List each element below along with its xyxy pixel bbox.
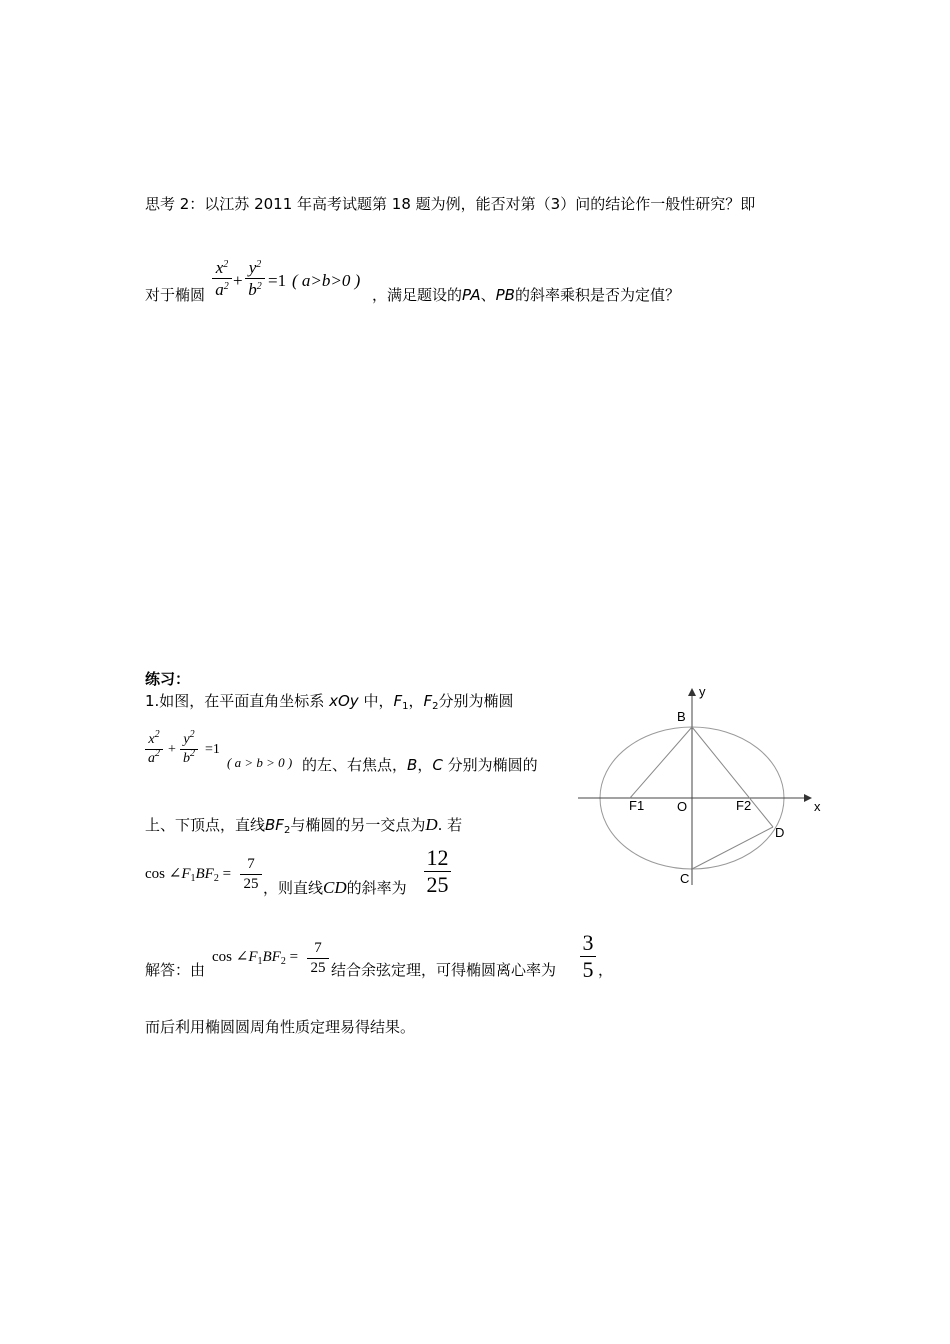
practice-equals-one: =1 — [205, 742, 220, 757]
think2-plus: + — [233, 271, 243, 290]
think2-prefix: 对于椭圆 — [145, 286, 206, 304]
think2-line1: 思考 2：以江苏 2011 年高考试题第 18 题为例，能否对第（3）问的结论作一般性研究？即 — [145, 195, 756, 213]
solution-cos-formula: $\cos \angle F_1BF_2$ = — [212, 949, 299, 967]
practice-fraction-x: $x^2$ $a^2$ — [145, 733, 163, 766]
label-f2: F2 — [736, 798, 752, 813]
practice-line3: 上、下顶点，直线$BF_2$与椭圆的另一交点为D. 若 — [145, 815, 463, 836]
think2-equals-one: =1 — [268, 271, 287, 290]
solution-line2: 而后利用椭圆圆周角性质定理易得结果。 — [145, 1018, 416, 1036]
segment-c-d — [692, 827, 773, 869]
practice-condition: ( a > b > 0 ) — [227, 755, 293, 770]
practice-cos-formula: $\cos \angle F_1BF_2$ = — [145, 866, 232, 884]
label-y: y — [699, 684, 706, 699]
practice-line4: ，则直线CD的斜率为 — [263, 878, 407, 897]
solution-end: ， — [598, 961, 614, 979]
practice-line2: 的左、右焦点，B，C 分别为椭圆的 — [302, 756, 538, 774]
practice-fraction-y: $y^2$ $b^2$ — [180, 733, 198, 766]
label-b: B — [677, 709, 686, 724]
think2-condition: ( a>b>0 ) — [292, 271, 361, 290]
practice-line1: 1.如图，在平面直角坐标系 xOy 中，$F_1$，$F_2$分别为椭圆 — [145, 692, 514, 712]
think2-fraction-x: $x^2$ $a^2$ — [212, 259, 232, 298]
think2-suffix: ，满足题设的PA、PB的斜率乘积是否为定值？ — [372, 286, 680, 304]
practice-cos-fraction: 7 25 — [240, 857, 262, 892]
practice-plus: + — [168, 742, 176, 757]
label-d: D — [775, 825, 785, 840]
practice-heading: 练习： — [145, 670, 191, 688]
label-x: x — [814, 799, 821, 814]
label-c: C — [680, 871, 690, 886]
label-f1: F1 — [629, 798, 645, 813]
segment-b-d — [692, 727, 773, 827]
solution-eccentricity-fraction: 3 5 — [580, 932, 596, 981]
label-o: O — [677, 799, 688, 814]
solution-mid: 结合余弦定理，可得椭圆离心率为 — [331, 961, 557, 979]
solution-lead: 解答：由 — [145, 961, 206, 979]
think2-fraction-y: $y^2$ $b^2$ — [245, 259, 265, 298]
solution-cos-fraction: 7 25 — [307, 941, 329, 976]
segment-f1-b — [630, 727, 692, 798]
practice-answer-fraction: 12 25 — [424, 847, 451, 896]
ellipse-figure — [570, 680, 840, 890]
